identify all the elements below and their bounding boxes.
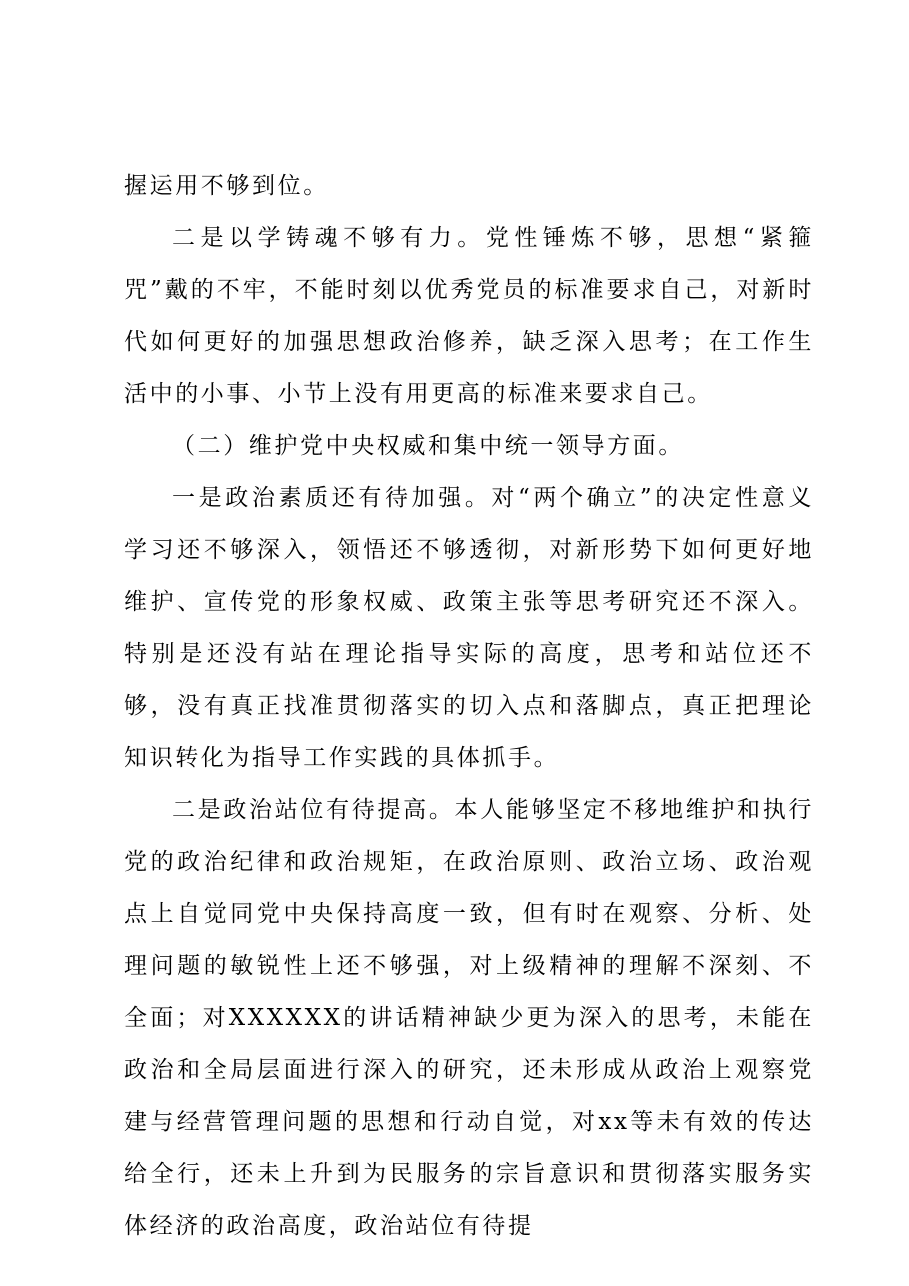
paragraph-political-quality: 一是政治素质还有待加强。对“两个确立”的决定性意义学习还不够深入，领悟还不够透彻，对新形势下如何更好地维护、宣传党的形象权威、政策主张等思考研究还不深入。特别是还没有站在理论指导实际的高度，思考和站位还不够，没有真正找准贯彻落实的切入点和落脚点，真正把理论知识转化为指导工作实践的具体抓手。 <box>124 485 814 771</box>
paragraph-political-stance: 二是政治站位有待提高。本人能够坚定不移地维护和执行党的政治纪律和政治规矩，在政治原则、政治立场、政治观点上自觉同党中央保持高度一致，但有时在观察、分析、处理问题的敏锐性上还不够强，对上级精神的理解不深刻、不全面；对XXXXXX的讲话精神缺少更为深入的思考，未能在政治和全局层面进行深入的研究，还未形成从政治上观察党建与经营管理问题的思想和行动自觉，对xx等未有效的传达给全行，还未上升到为民服务的宗旨意识和贯彻落实服务实体经济的政治高度，政治站位有待提 <box>124 797 814 1239</box>
paragraph-learning-soul: 二是以学铸魂不够有力。党性锤炼不够，思想“紧箍咒”戴的不牢，不能时刻以优秀党员的标准要求自己，对新时代如何更好的加强思想政治修养，缺乏深入思考；在工作生活中的小事、小节上没有用更高的标准来要求自己。 <box>124 225 814 407</box>
paragraph-continuation: 握运用不够到位。 <box>124 173 329 199</box>
document-body <box>124 160 814 1252</box>
section-heading-2: （二）维护党中央权威和集中统一领导方面。 <box>172 433 684 459</box>
